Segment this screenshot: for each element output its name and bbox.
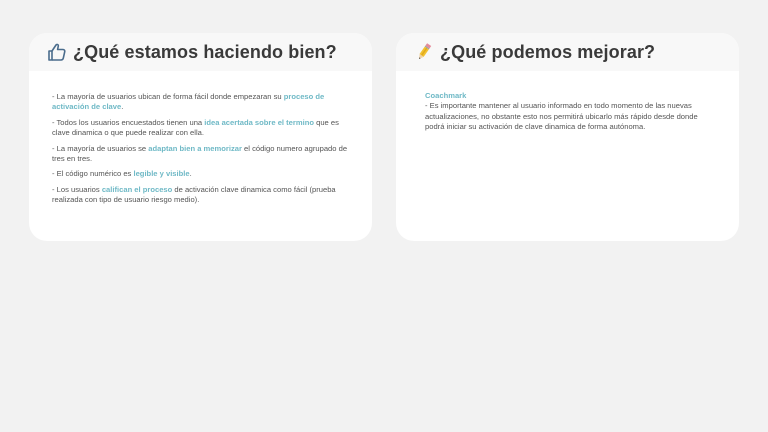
what-we-do-well-card <box>29 33 372 241</box>
list-item: - Todos los usuarios encuestados tienen una idea acertada sobre el termino que es clave dinamica o que puede realizar con ella. <box>52 117 339 138</box>
highlight-text: idea acertada sobre el termino <box>204 117 314 127</box>
coachmark-heading: Coachmark <box>425 91 467 100</box>
card-body <box>29 71 372 206</box>
improvement-text: - Es importante mantener al usuario informado en todo momento de las nuevas actualizaciones, no obstante esto nos permitirá ubicarlo más rápido desde donde podrá iniciar su activación de clave dinamica de forma autónoma. <box>425 101 698 132</box>
thumbs-up-icon <box>47 42 67 62</box>
list-item: - La mayoría de usuarios ubican de forma fácil donde empezaran su proceso de activación de clave. <box>52 92 325 112</box>
card-title: ¿Qué estamos haciendo bien? <box>73 41 337 62</box>
pencil-icon <box>414 42 434 62</box>
card-header <box>396 33 739 71</box>
card-body <box>396 71 739 133</box>
what-can-improve-card <box>396 33 739 241</box>
card-title: ¿Qué podemos mejorar? <box>440 41 656 62</box>
highlight-text: adaptan bien a memorizar <box>148 143 242 153</box>
highlight-text: califican el proceso <box>101 184 173 194</box>
list-item: - La mayoría de usuarios se adaptan bien a memorizar el código numero agrupado de tres en tres. <box>52 143 348 164</box>
list-item: - El código numérico es legible y visible. <box>52 169 192 179</box>
highlight-text: legible y visible <box>133 169 190 179</box>
list-item: - Los usuarios califican el proceso de activación clave dinamica como fácil (prueba realizada con tipo de usuario riesgo medio). <box>52 184 336 205</box>
highlight-text: proceso de activación de clave <box>52 92 325 112</box>
card-header <box>29 33 372 71</box>
